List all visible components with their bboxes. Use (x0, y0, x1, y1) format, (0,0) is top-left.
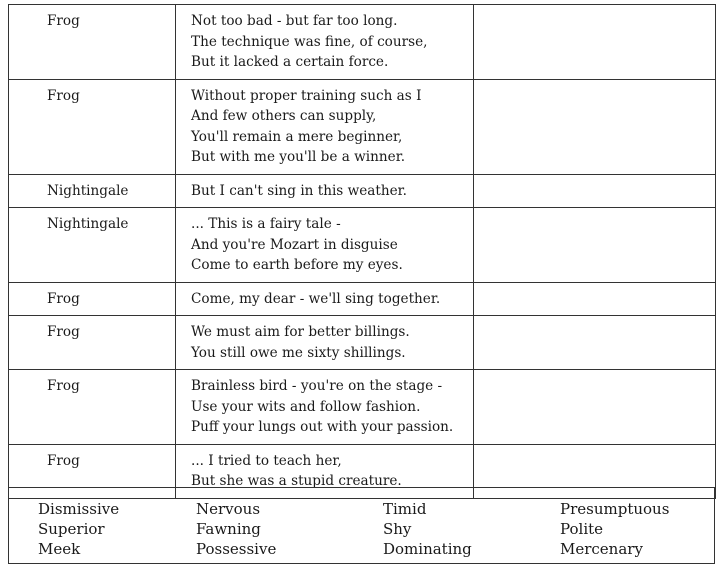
verse-line: Puff your lungs out with your passion. (191, 419, 454, 435)
word-option: Polite (560, 520, 604, 538)
word-option: Possessive (196, 540, 277, 558)
lines-cell (176, 174, 474, 208)
table-row (9, 316, 716, 370)
word-column (383, 499, 472, 559)
speaker-cell: Nightingale (9, 174, 176, 208)
answer-cell[interactable] (474, 282, 716, 316)
verse-line: But it lacked a certain force. (191, 54, 389, 70)
speaker-cell: Frog (9, 444, 176, 498)
word-option: Fawning (196, 520, 261, 538)
answer-cell[interactable] (474, 79, 716, 174)
answer-cell[interactable] (474, 208, 716, 283)
verse-line: Come, my dear - we'll sing together. (191, 290, 441, 307)
speaker-cell: Frog (9, 282, 176, 316)
lines-cell (176, 316, 474, 370)
verse-line: The technique was fine, of course, (191, 33, 428, 50)
lines-cell (176, 5, 474, 80)
word-option: Dominating (383, 540, 472, 558)
verse-line: Brainless bird - you're on the stage - (191, 378, 443, 394)
verse-line: ... This is a fairy tale - (191, 216, 341, 232)
lines-cell (176, 208, 474, 283)
answer-cell[interactable] (474, 370, 716, 445)
verse-line: And you're Mozart in disguise (191, 236, 398, 253)
speaker-cell: Nightingale (9, 208, 176, 283)
word-option: Timid (383, 500, 427, 518)
answer-cell[interactable] (474, 5, 716, 80)
table-row (9, 208, 716, 283)
lines-cell (176, 370, 474, 445)
verse-line: You'll remain a mere beginner, (191, 128, 403, 145)
verse-line: But I can't sing in this weather. (191, 182, 407, 199)
word-option: Mercenary (560, 540, 643, 558)
word-option: Meek (38, 540, 81, 558)
word-option: Superior (38, 520, 105, 538)
verse-line: ... I tried to teach her, (191, 452, 342, 469)
lines-cell (176, 282, 474, 316)
verse-line: Come to earth before my eyes. (191, 257, 403, 273)
word-option: Shy (383, 520, 412, 538)
table-row (9, 282, 716, 316)
word-option: Dismissive (38, 500, 120, 518)
speaker-cell: Frog (9, 370, 176, 445)
word-column (196, 499, 276, 559)
speaker-cell: Frog (9, 79, 176, 174)
speaker-cell: Frog (9, 316, 176, 370)
verse-line: But with me you'll be a winner. (191, 149, 406, 165)
verse-line: And few others can supply, (191, 108, 377, 124)
lines-cell (176, 79, 474, 174)
word-bank (8, 487, 715, 564)
verse-line: But she was a stupid creature. (191, 473, 402, 489)
word-column (560, 499, 669, 559)
word-option: Presumptuous (560, 500, 670, 518)
table-row (9, 370, 716, 445)
verse-line: Not too bad - but far too long. (191, 13, 398, 29)
verse-line: We must aim for better billings. (191, 324, 410, 340)
table-row (9, 79, 716, 174)
verse-line: Without proper training such as I (191, 87, 422, 104)
table-row (9, 5, 716, 80)
dialogue-table (8, 4, 716, 499)
word-option: Nervous (196, 500, 261, 518)
word-column (38, 499, 119, 559)
verse-line: Use your wits and follow fashion. (191, 398, 421, 415)
table-row (9, 174, 716, 208)
verse-line: You still owe me sixty shillings. (191, 344, 406, 361)
answer-cell[interactable] (474, 316, 716, 370)
speaker-cell: Frog (9, 5, 176, 80)
answer-cell[interactable] (474, 174, 716, 208)
